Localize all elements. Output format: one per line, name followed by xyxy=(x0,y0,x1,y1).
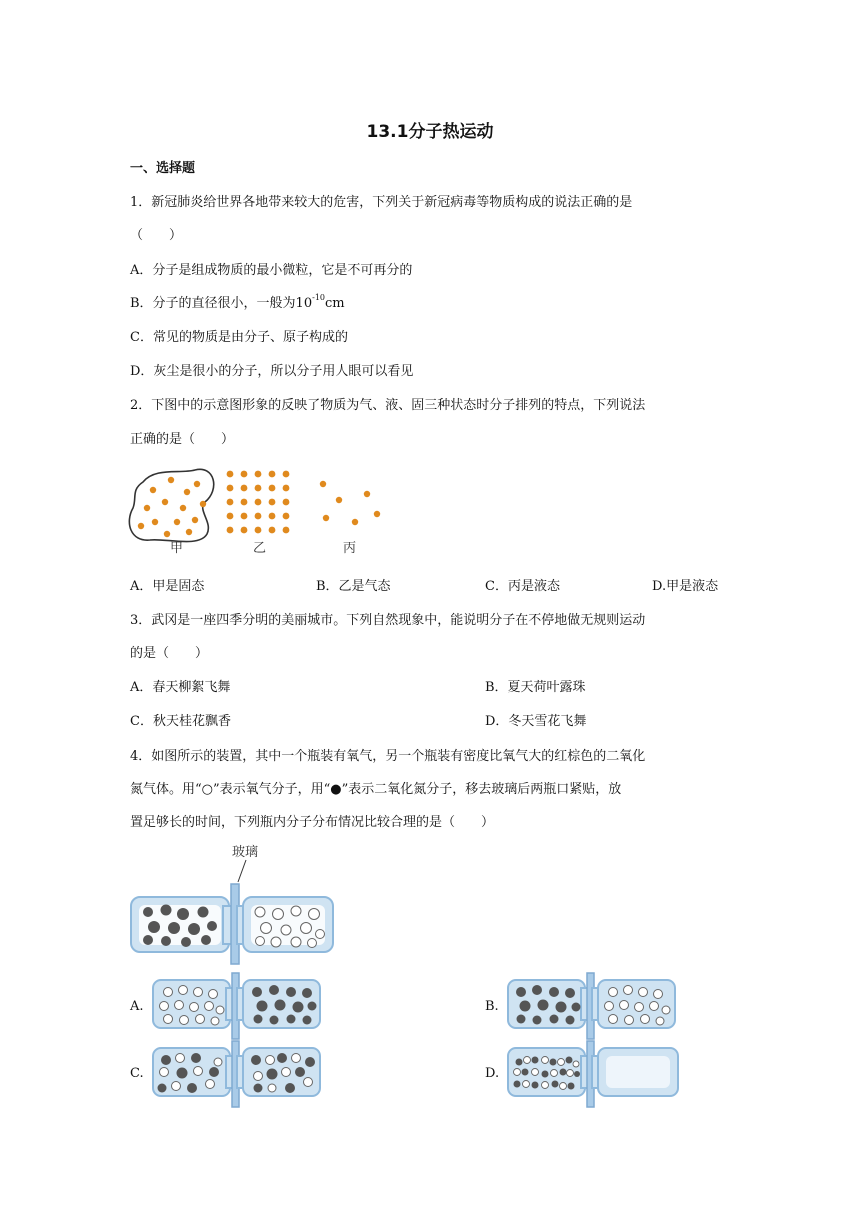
q2-stem-line2: 正确的是（ ） xyxy=(130,432,235,447)
solid-particle xyxy=(283,513,290,520)
solid-particle xyxy=(255,485,262,492)
solid-particle xyxy=(269,485,276,492)
q3-option-a: A．春天柳絮飞舞 xyxy=(130,680,231,695)
solid-particle xyxy=(269,499,276,506)
glass-label: 玻璃 xyxy=(232,845,259,860)
solid-particle xyxy=(227,471,234,478)
q1-stem-line1: 1．新冠肺炎给世界各地带来较大的危害，下列关于新冠病毒等物质构成的说法正确的是 xyxy=(130,195,633,210)
solid-particle xyxy=(255,527,262,534)
liquid-particles xyxy=(138,477,206,537)
solid-particle xyxy=(227,485,234,492)
solid-particle xyxy=(283,527,290,534)
page-title: 13.1分子热运动 xyxy=(366,122,494,142)
solid-particle xyxy=(255,499,262,506)
q4-option-a-figure xyxy=(150,970,325,1042)
solid-particle xyxy=(227,499,234,506)
q4-option-a-label: A. xyxy=(130,999,144,1014)
solid-particles xyxy=(227,471,290,534)
q4-option-d-figure xyxy=(505,1038,685,1110)
solid-particle xyxy=(241,485,248,492)
solid-particle xyxy=(283,471,290,478)
q1-option-b xyxy=(130,292,345,311)
label-yi: 乙 xyxy=(253,541,267,556)
solid-particle xyxy=(241,471,248,478)
q3-option-b: B．夏天荷叶露珠 xyxy=(485,680,586,695)
q4-option-c-figure xyxy=(150,1038,325,1110)
q2-option-d: D.甲是液态 xyxy=(652,579,719,594)
solid-particle xyxy=(241,527,248,534)
q4-option-d-label: D. xyxy=(485,1066,500,1081)
q2-option-c: C．丙是液态 xyxy=(485,579,560,594)
q1-option-b-text: B．分子的直径很小，一般为10 xyxy=(130,296,313,311)
solid-particle xyxy=(255,513,262,520)
q2-option-a: A．甲是固态 xyxy=(130,579,205,594)
q4-main-apparatus xyxy=(128,842,338,962)
solid-particle xyxy=(227,513,234,520)
q1-option-a: A．分子是组成物质的最小微粒，它是不可再分的 xyxy=(130,263,413,278)
q2-stem-line1: 2．下图中的示意图形象的反映了物质为气、液、固三种状态时分子排列的特点，下列说法 xyxy=(130,398,646,413)
label-bing: 丙 xyxy=(343,541,357,556)
section-heading: 一、选择题 xyxy=(130,161,196,176)
solid-particle xyxy=(283,485,290,492)
gas-particles xyxy=(320,481,380,525)
q2-option-b: B．乙是气态 xyxy=(316,579,391,594)
q4-option-b-label: B. xyxy=(485,999,499,1014)
q1-option-c: C．常见的物质是由分子、原子构成的 xyxy=(130,330,348,345)
q4-option-b-figure xyxy=(505,970,680,1042)
solid-particle xyxy=(241,513,248,520)
solid-particle xyxy=(241,499,248,506)
solid-particle xyxy=(269,471,276,478)
q3-option-d: D．冬天雪花飞舞 xyxy=(485,714,587,729)
q4-option-c-label: C. xyxy=(130,1066,144,1081)
solid-particle xyxy=(269,527,276,534)
q4-stem-line1: 4．如图所示的装置，其中一个瓶装有氧气，另一个瓶装有密度比氧气大的红棕色的二氧化 xyxy=(130,749,646,764)
q1-option-b-unit: cm xyxy=(325,296,345,311)
q2-states-figure xyxy=(125,462,395,562)
q4-stem-line2: 氮气体。用“○”表示氧气分子，用“●”表示二氧化氮分子，移去玻璃后两瓶口紧贴，放 xyxy=(130,782,622,797)
q3-option-c: C．秋天桂花飘香 xyxy=(130,714,231,729)
solid-particle xyxy=(227,527,234,534)
q4-stem-line3: 置足够长的时间，下列瓶内分子分布情况比较合理的是（ ） xyxy=(130,815,495,830)
solid-particle xyxy=(283,499,290,506)
q3-stem-line2: 的是（ ） xyxy=(130,646,209,661)
q1-option-b-exponent: -10 xyxy=(312,292,325,302)
label-jia: 甲 xyxy=(170,541,184,556)
q3-stem-line1: 3．武冈是一座四季分明的美丽城市。下列自然现象中，能说明分子在不停地做无规则运动 xyxy=(130,613,646,628)
solid-particle xyxy=(269,513,276,520)
q1-option-d: D．灰尘是很小的分子，所以分子用人眼可以看见 xyxy=(130,364,414,379)
glass-pointer xyxy=(238,860,246,882)
q1-stem-line2: （ ） xyxy=(130,228,183,243)
solid-particle xyxy=(255,471,262,478)
